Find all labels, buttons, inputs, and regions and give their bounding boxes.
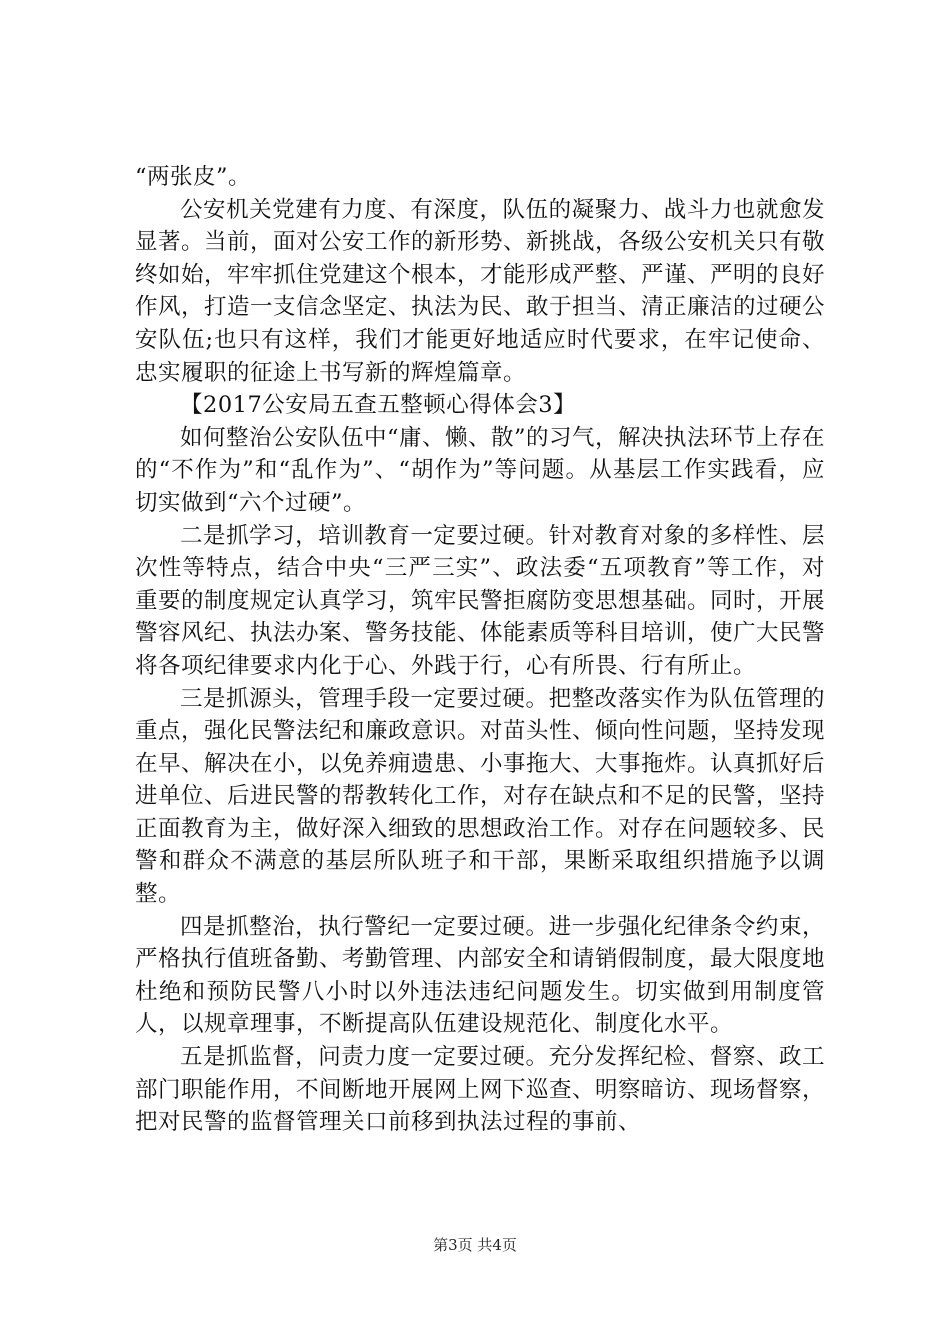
paragraph-continuation: “两张皮”。: [135, 164, 252, 190]
section-heading: 【2017公安局五查五整顿心得体会3】: [180, 392, 577, 419]
document-body: [135, 161, 825, 1139]
paragraph-source: 三是抓源头，管理手段一定要过硬。把整改落实作为队伍管理的重点，强化民警法纪和廉政意识。对苗头性、倾向性问题，坚持发现在早、解决在小，以免养痈遗患、小事拖大、大事拖炸。认真抓好后进单位、后进民警的帮教转化工作，对存在缺点和不足的民警，坚持正面教育为主，做好深入细致的思想政治工作。对存在问题较多、民警和群众不满意的基层所队班子和干部，果断采取组织措施予以调整。: [135, 685, 826, 908]
paragraph-party-building: 公安机关党建有力度、有深度，队伍的凝聚力、战斗力也就愈发显著。当前，面对公安工作的新形势、新挑战，各级公安机关只有敬终如始，牢牢抓住党建这个根本，才能形成严整、严谨、严明的良好作风，打造一支信念坚定、执法为民、敢于担当、清正廉洁的过硬公安队伍;也只有这样，我们才能更好地适应时代要求，在牢记使命、忠实履职的征途上书写新的辉煌篇章。: [135, 196, 826, 386]
page-number-footer: 第3页 共4页: [433, 1236, 517, 1254]
paragraph-intro: 如何整治公安队伍中“庸、懒、散”的习气，解决执法环节上存在的“不作为”和“乱作为”、“胡作为”等问题。从基层工作实践看，应切实做到“六个过硬”。: [135, 424, 826, 516]
paragraph-discipline: 四是抓整治，执行警纪一定要过硬。进一步强化纪律条令约束，严格执行值班备勤、考勤管理、内部安全和请销假制度，最大限度地杜绝和预防民警八小时以外违法违纪问题发生。切实做到用制度管人，以规章理事，不断提高队伍建设规范化、制度化水平。: [135, 913, 826, 1038]
paragraph-study: 二是抓学习，培训教育一定要过硬。针对教育对象的多样性、层次性等特点，结合中央“三严三实”、政法委“五项教育”等工作，对重要的制度规定认真学习，筑牢民警拒腐防变思想基础。同时，开展警容风纪、执法办案、警务技能、体能素质等科目培训，使广大民警将各项纪律要求内化于心、外践于行，心有所畏、行有所止。: [135, 522, 826, 679]
paragraph-supervision: 五是抓监督，问责力度一定要过硬。充分发挥纪检、督察、政工部门职能作用，不间断地开展网上网下巡查、明察暗访、现场督察，把对民警的监督管理关口前移到执法过程的事前、: [135, 1044, 826, 1136]
